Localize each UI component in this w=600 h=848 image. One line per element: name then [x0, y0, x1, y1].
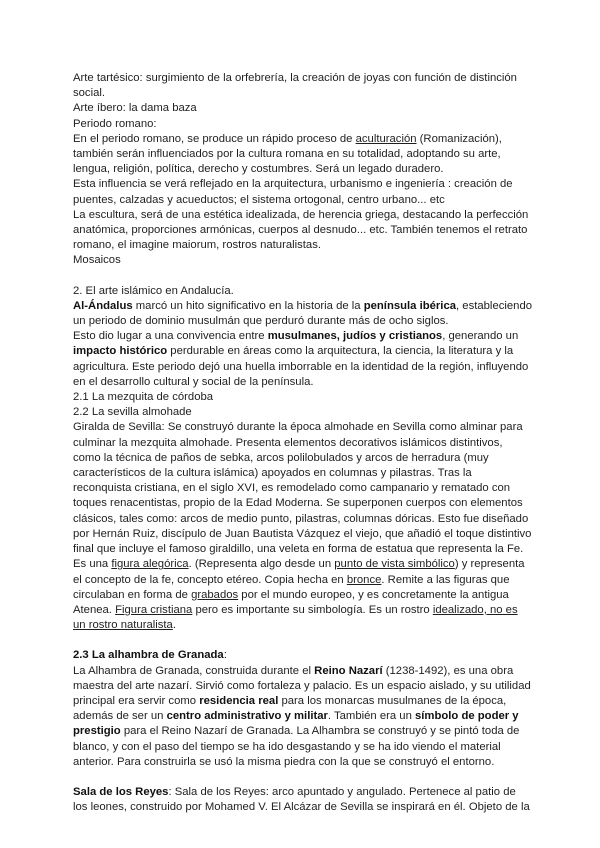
paragraph-alhambra: La Alhambra de Granada, construida durante el Reino Nazarí (1238-1492), es una obra maestra del arte nazarí. Sirvió como fortaleza y palacio. Es un espacio aislado, y su utilidad principal era servir como residencia real para los monarcas musulmanes de la época, además de ser un centro administrativo y militar. También era un símbolo de poder y prestigio para el Reino Nazarí de Granada. La Alhambra se construyó y se pintó toda de blanco, y con el paso del tiempo se ha ido desgastando y se ha ido viendo el material anterior. Para construirla se usó la misma piedra con la que se construyó el entorno. — [73, 664, 531, 768]
paragraph-sala-de-los-reyes: Sala de los Reyes: Sala de los Reyes: arco apuntado y angulado. Pertenece al patio de los leones, construido por Mohamed V. El Alcázar de Sevilla se inspirará en él. Objeto de la — [73, 785, 530, 814]
section-heading-arte-islamico: 2. El arte islámico en Andalucía. — [73, 284, 234, 297]
paragraph-convivencia: Esto dio lugar a una convivencia entre musulmanes, judíos y cristianos, generando un impacto histórico perdurable en áreas como la arquitectura, la ciencia, la literatura y la agricultura. Este periodo dejó una huella imborrable en la identidad de la región, influyendo en el desarrollo cultural y social de la península. — [73, 330, 529, 388]
paragraph-escultura: La escultura, será de una estética idealizada, de herencia griega, destacando la perfección anatómica, proporciones armónicas, cuerpos al desnudo... etc. También tenemos el retrato romano, el imagine maiorum, rostros naturalistas. — [73, 208, 529, 252]
paragraph-periodo-romano-label: Periodo romano: — [73, 117, 157, 130]
subheading-sevilla-almohade: 2.2 La sevilla almohade — [73, 406, 192, 419]
section-heading-alhambra: 2.3 La alhambra de Granada: — [73, 649, 227, 662]
underlined-term: aculturación — [355, 132, 417, 145]
spacer — [73, 269, 533, 284]
paragraph-mosaicos: Mosaicos — [73, 254, 121, 267]
spacer — [73, 633, 533, 648]
paragraph-giralda: Giralda de Sevilla: Se construyó durante la época almohade en Sevilla como alminar para culminar la mezquita almohade. Presenta elementos decorativos islámicos distintivos, como la técnica de paños de sebka, arcos polilobulados y arcos de herradura (muy característicos de la cultura islámica) apoyados en columnas y pilastras. Tras la reconquista cristiana, en el siglo XVI, es remodelado como campanario y rematado con toques renacentistas, propio de la Edad Moderna. Se superponen cuerpos con elementos clásicos, tales como: arcos de medio punto, pilastras, columnas dóricas. Esto fue diseñado por Hernán Ruiz, discípulo de Juan Bautista Vázquez el viejo, que añadió el toque distintivo final que incluye el famoso giraldillo, una veleta en forma de estatua que representa la Fe. Es una figura alegórica. (Representa algo desde un punto de vista simbólico) y representa el concepto de la fe, concepto etéreo. Copia hecha en bronce. Remite a las figuras que circulaban en forma de grabados por el mundo europeo, y es concretamente la antigua Atenea. Figura cristiana pero es importante su simbología. Es un rostro idealizado, no es un rostro naturalista. — [73, 421, 532, 632]
paragraph-ibero: Arte íbero: la dama baza — [73, 102, 197, 115]
document-page — [73, 71, 533, 815]
spacer — [73, 770, 533, 785]
paragraph-romanizacion: En el periodo romano, se produce un rápido proceso de aculturación (Romanización), también serán influenciados por la cultura romana en su totalidad, adoptando su arte, lengua, religión, política, derecho y costumbres. Será un legado duradero. — [73, 132, 502, 176]
paragraph-tartesico: Arte tartésico: surgimiento de la orfebrería, la creación de joyas con función de distinción social. — [73, 72, 517, 100]
paragraph-arquitectura: Esta influencia se verá reflejado en la arquitectura, urbanismo e ingeniería : creación de puentes, calzadas y acueductos; el sistema ortogonal, centro urbano... etc — [73, 178, 513, 206]
subheading-mezquita: 2.1 La mezquita de córdoba — [73, 391, 214, 404]
paragraph-al-andalus: Al-Ándalus marcó un hito significativo en la historia de la península ibérica, estableciendo un periodo de dominio musulmán que perduró durante más de ocho siglos. — [73, 299, 533, 328]
